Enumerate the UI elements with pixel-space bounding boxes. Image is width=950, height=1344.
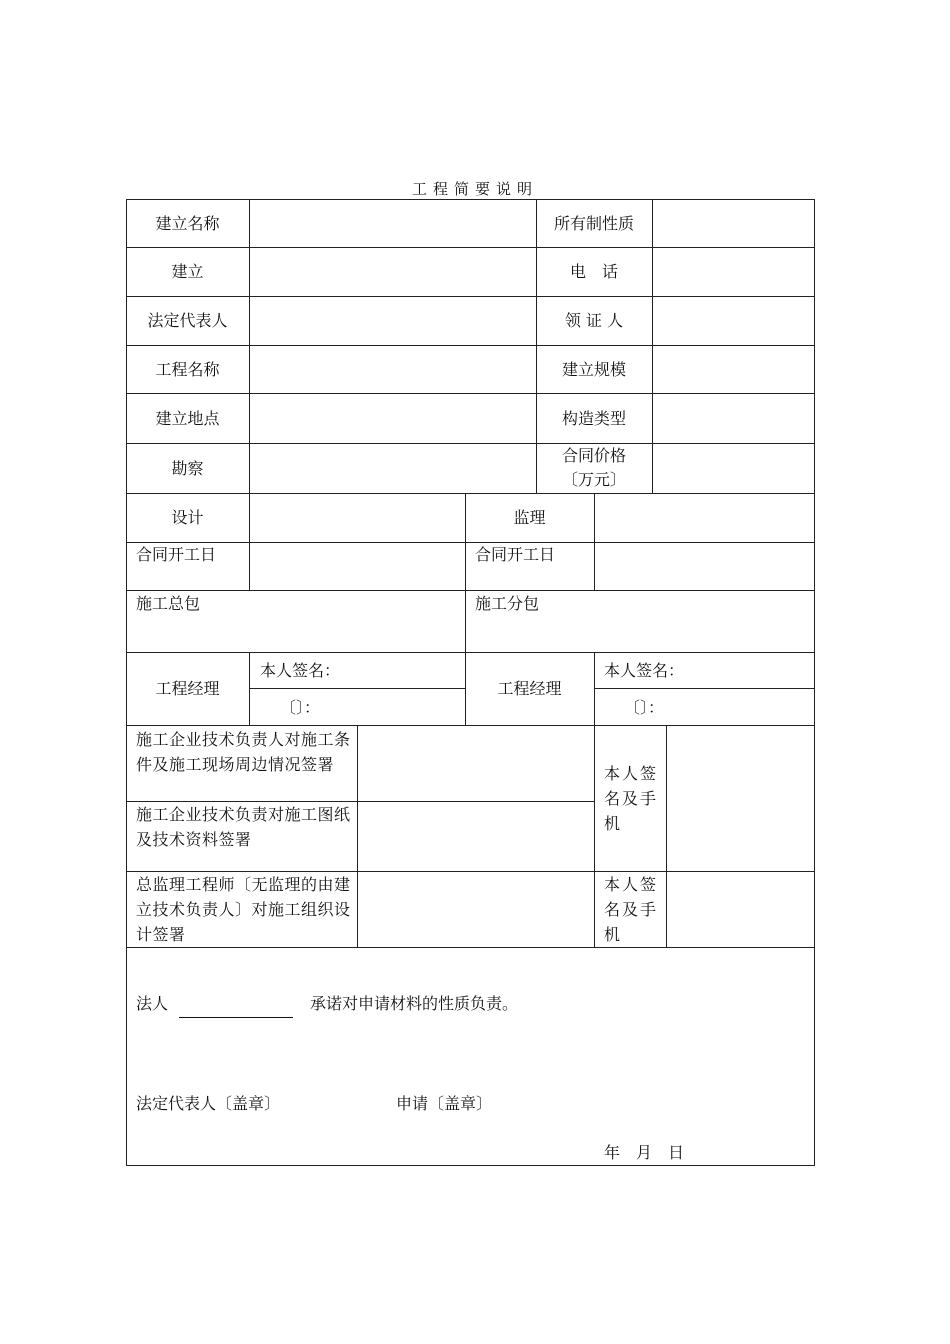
field-supervision[interactable] (595, 494, 814, 542)
label-phone: 电 话 (569, 262, 618, 281)
field-build-unit[interactable] (250, 248, 536, 296)
label-pm-right: 工程经理 (497, 679, 562, 698)
field-contract-start-left[interactable] (250, 543, 465, 590)
field-design[interactable] (250, 494, 465, 542)
field-structure-type[interactable] (653, 394, 814, 443)
label-project-name: 工程名称 (155, 359, 220, 379)
label-date: 年 月 日 (604, 1143, 685, 1162)
label-chief-supervisor: 总监理工程师〔无监理的由建立技术负责人〕对施工组织设计签署 (136, 875, 351, 944)
contract-price-line2: 〔万元〕 (561, 470, 626, 489)
label-legal-rep-seal: 法定代表人〔盖章〕 (136, 1094, 281, 1113)
label-supervision: 监理 (513, 508, 546, 527)
label-apply-seal: 申请〔盖章〕 (396, 1094, 493, 1113)
form-title: 工程简要说明 (411, 180, 538, 198)
field-build-name[interactable] (250, 200, 536, 247)
label-build-location: 建立地点 (155, 408, 220, 428)
label-build-unit: 建立 (171, 262, 204, 281)
field-contract-price[interactable] (653, 444, 814, 493)
contract-price-line1: 合同价格 (561, 446, 626, 465)
label-legal-rep: 法定代表人 (147, 311, 228, 330)
label-sign-left: 本人签名： (260, 661, 341, 680)
label-ownership: 所有制性质 (553, 213, 634, 233)
label-legal-person: 法人 (136, 994, 169, 1013)
field-sign-phone-1[interactable] (667, 726, 814, 871)
label-sign-right: 本人签名： (604, 661, 685, 680)
label-pm-left: 工程经理 (155, 679, 220, 698)
legal-person-underline[interactable] (179, 1017, 293, 1018)
project-summary-form (126, 199, 815, 1165)
label-structure-type: 构造类型 (561, 408, 626, 428)
field-project-name[interactable] (250, 346, 536, 393)
field-chief-supervisor[interactable] (358, 872, 594, 947)
field-contract-start-right[interactable] (595, 543, 814, 590)
label-build-scale: 建立规模 (561, 359, 626, 379)
field-ownership[interactable] (653, 200, 814, 247)
label-sign-phone-2: 本人签名及手机 (604, 875, 659, 944)
border-bottom (126, 1165, 815, 1166)
label-general-contract: 施工总包 (136, 594, 201, 613)
label-paren-left: 〔〕： (280, 698, 321, 717)
label-contract-start-right: 合同开工日 (475, 545, 556, 564)
field-sign-phone-2[interactable] (667, 872, 814, 947)
label-design: 设计 (171, 508, 204, 527)
field-build-scale[interactable] (653, 346, 814, 393)
label-build-name: 建立名称 (155, 213, 220, 233)
label-tech-conditions: 施工企业技术负责人对施工条件及施工现场周边情况签署 (136, 730, 351, 774)
label-contract-price (536, 443, 652, 493)
field-phone[interactable] (653, 248, 814, 296)
field-tech-conditions[interactable] (358, 726, 594, 801)
label-paren-right: 〔〕： (624, 698, 665, 717)
label-contract-start-left: 合同开工日 (136, 545, 217, 564)
field-legal-rep[interactable] (250, 297, 536, 345)
label-recipient: 领 证 人 (564, 311, 624, 330)
label-survey: 勘察 (171, 458, 204, 478)
label-subcontract: 施工分包 (475, 594, 540, 613)
label-sign-phone-1: 本人签名及手机 (604, 764, 659, 833)
label-promise: 承诺对申请材料的性质负责。 (310, 994, 519, 1013)
field-build-location[interactable] (250, 394, 536, 443)
label-tech-drawings: 施工企业技术负责对施工图纸及技术资料签署 (136, 805, 351, 849)
field-survey[interactable] (250, 444, 536, 493)
field-tech-drawings[interactable] (358, 802, 594, 871)
field-recipient[interactable] (653, 297, 814, 345)
